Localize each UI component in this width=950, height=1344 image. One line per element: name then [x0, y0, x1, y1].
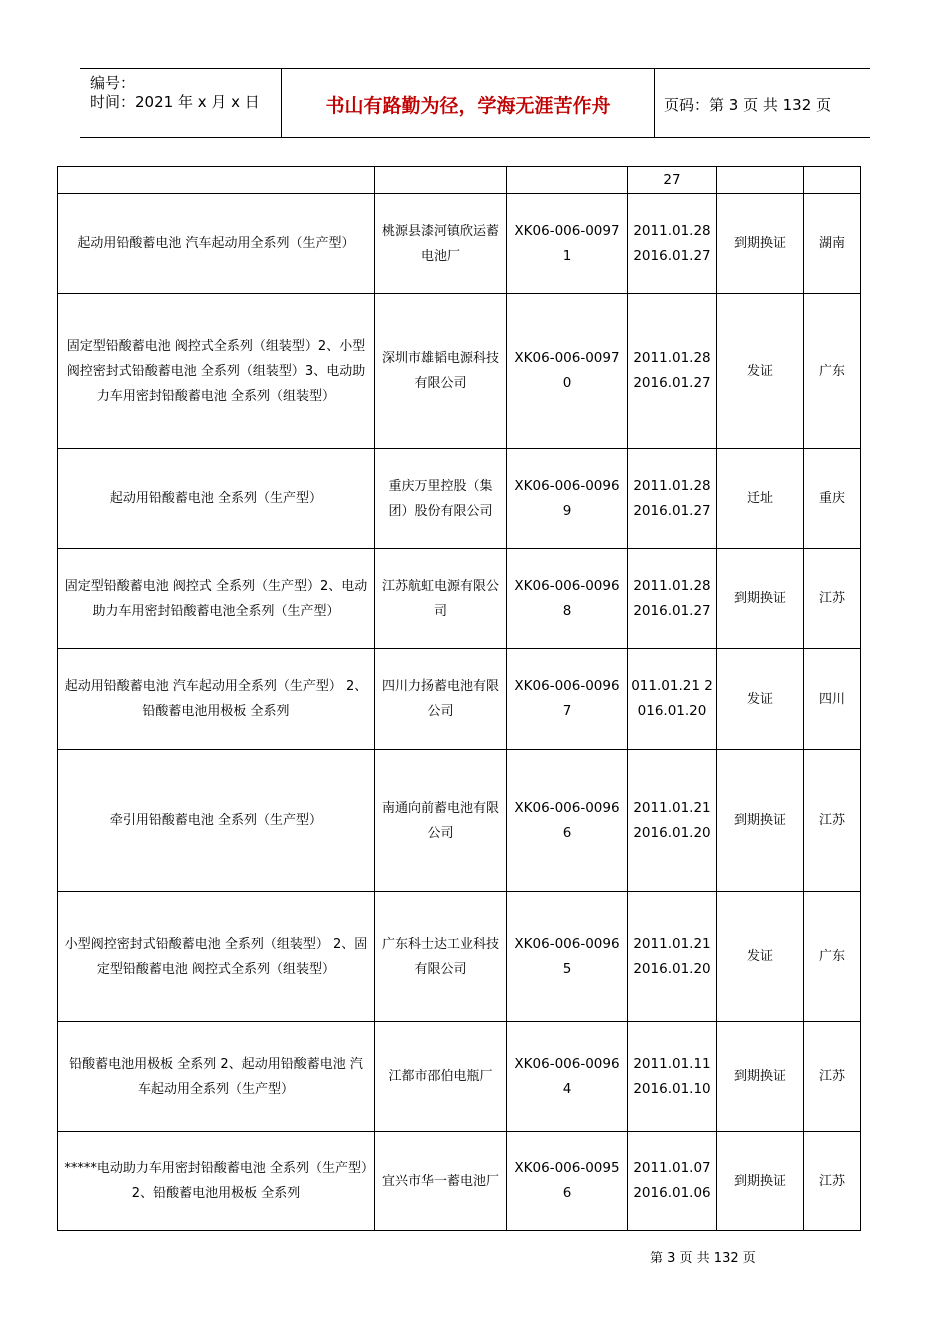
product-cell: 固定型铅酸蓄电池 阀控式全系列（组装型）2、小型阀控密封式铅酸蓄电池 全系列（组装型）3、电动助力车用密封铅酸蓄电池 全系列（组装型）	[58, 294, 375, 449]
page-footer: 第 3 页 共 132 页	[650, 1251, 756, 1266]
company-cell: 四川力扬蓄电池有限公司	[375, 649, 507, 750]
license-number-cell: XK06-006-00967	[507, 649, 628, 750]
company-cell: 深圳市雄韬电源科技有限公司	[375, 294, 507, 449]
validity-dates-cell: 2011.01.28 2016.01.27	[628, 549, 717, 649]
license-number-cell: XK06-006-00966	[507, 750, 628, 892]
status-cell: 到期换证	[717, 194, 804, 294]
product-cell: *****电动助力车用密封铅酸蓄电池 全系列（生产型）2、铅酸蓄电池用极板 全系列	[58, 1132, 375, 1231]
license-number-cell: XK06-006-00965	[507, 892, 628, 1022]
table-row	[58, 649, 861, 750]
product-cell: 起动用铅酸蓄电池 汽车起动用全系列（生产型）	[58, 194, 375, 294]
status-cell: 到期换证	[717, 549, 804, 649]
table-row	[58, 549, 861, 649]
region-cell: 江苏	[804, 1022, 861, 1132]
product-cell: 小型阀控密封式铅酸蓄电池 全系列（组装型） 2、固定型铅酸蓄电池 阀控式全系列（组装型）	[58, 892, 375, 1022]
table-row	[58, 892, 861, 1022]
region-cell: 广东	[804, 294, 861, 449]
header-divider	[654, 69, 655, 137]
region-cell	[804, 167, 861, 194]
company-cell	[375, 167, 507, 194]
product-cell: 铅酸蓄电池用极板 全系列 2、起动用铅酸蓄电池 汽车起动用全系列（生产型）	[58, 1022, 375, 1132]
status-cell: 迁址	[717, 449, 804, 549]
table-row	[58, 194, 861, 294]
table-row	[58, 1022, 861, 1132]
license-table	[57, 166, 861, 1231]
region-cell: 江苏	[804, 750, 861, 892]
status-cell: 发证	[717, 649, 804, 750]
header-page-number: 页码：第 3 页 共 132 页	[664, 96, 832, 114]
table-row	[58, 1132, 861, 1231]
page-header	[80, 68, 870, 138]
license-number-cell: XK06-006-00969	[507, 449, 628, 549]
document-number-label: 编号：	[90, 74, 136, 92]
status-cell: 发证	[717, 892, 804, 1022]
table-row	[58, 449, 861, 549]
product-cell	[58, 167, 375, 194]
region-cell: 江苏	[804, 549, 861, 649]
company-cell: 广东科士达工业科技有限公司	[375, 892, 507, 1022]
company-cell: 江苏航虹电源有限公司	[375, 549, 507, 649]
company-cell: 江都市邵伯电瓶厂	[375, 1022, 507, 1132]
validity-dates-cell: 2011.01.28 2016.01.27	[628, 449, 717, 549]
license-number-cell: XK06-006-00971	[507, 194, 628, 294]
region-cell: 湖南	[804, 194, 861, 294]
product-cell: 起动用铅酸蓄电池 汽车起动用全系列（生产型） 2、铅酸蓄电池用极板 全系列	[58, 649, 375, 750]
validity-dates-cell: 2011.01.28 2016.01.27	[628, 194, 717, 294]
status-cell	[717, 167, 804, 194]
license-number-cell: XK06-006-00956	[507, 1132, 628, 1231]
company-cell: 宜兴市华一蓄电池厂	[375, 1132, 507, 1231]
validity-dates-cell: 2011.01.28 2016.01.27	[628, 294, 717, 449]
product-cell: 固定型铅酸蓄电池 阀控式 全系列（生产型）2、电动助力车用密封铅酸蓄电池全系列（生产型）	[58, 549, 375, 649]
region-cell: 四川	[804, 649, 861, 750]
product-cell: 起动用铅酸蓄电池 全系列（生产型）	[58, 449, 375, 549]
validity-dates-cell: 011.01.21 2016.01.20	[628, 649, 717, 750]
license-number-cell: XK06-006-00968	[507, 549, 628, 649]
license-number-cell: XK06-006-00970	[507, 294, 628, 449]
validity-dates-cell: 2011.01.21 2016.01.20	[628, 750, 717, 892]
region-cell: 广东	[804, 892, 861, 1022]
document-time-label: 时间：2021 年 x 月 x 日	[90, 93, 260, 111]
header-motto: 书山有路勤为径，学海无涯苦作舟	[325, 95, 611, 117]
validity-dates-cell: 2011.01.21 2016.01.20	[628, 892, 717, 1022]
status-cell: 到期换证	[717, 1132, 804, 1231]
status-cell: 到期换证	[717, 1022, 804, 1132]
company-cell: 南通向前蓄电池有限公司	[375, 750, 507, 892]
validity-dates-cell: 2011.01.11 2016.01.10	[628, 1022, 717, 1132]
region-cell: 重庆	[804, 449, 861, 549]
product-cell: 牵引用铅酸蓄电池 全系列（生产型）	[58, 750, 375, 892]
table-row	[58, 167, 861, 194]
company-cell: 重庆万里控股（集团）股份有限公司	[375, 449, 507, 549]
region-cell: 江苏	[804, 1132, 861, 1231]
license-number-cell	[507, 167, 628, 194]
table-row	[58, 294, 861, 449]
table-row	[58, 750, 861, 892]
status-cell: 发证	[717, 294, 804, 449]
validity-dates-cell: 27	[628, 167, 717, 194]
company-cell: 桃源县漆河镇欣运蓄电池厂	[375, 194, 507, 294]
license-number-cell: XK06-006-00964	[507, 1022, 628, 1132]
status-cell: 到期换证	[717, 750, 804, 892]
validity-dates-cell: 2011.01.07 2016.01.06	[628, 1132, 717, 1231]
